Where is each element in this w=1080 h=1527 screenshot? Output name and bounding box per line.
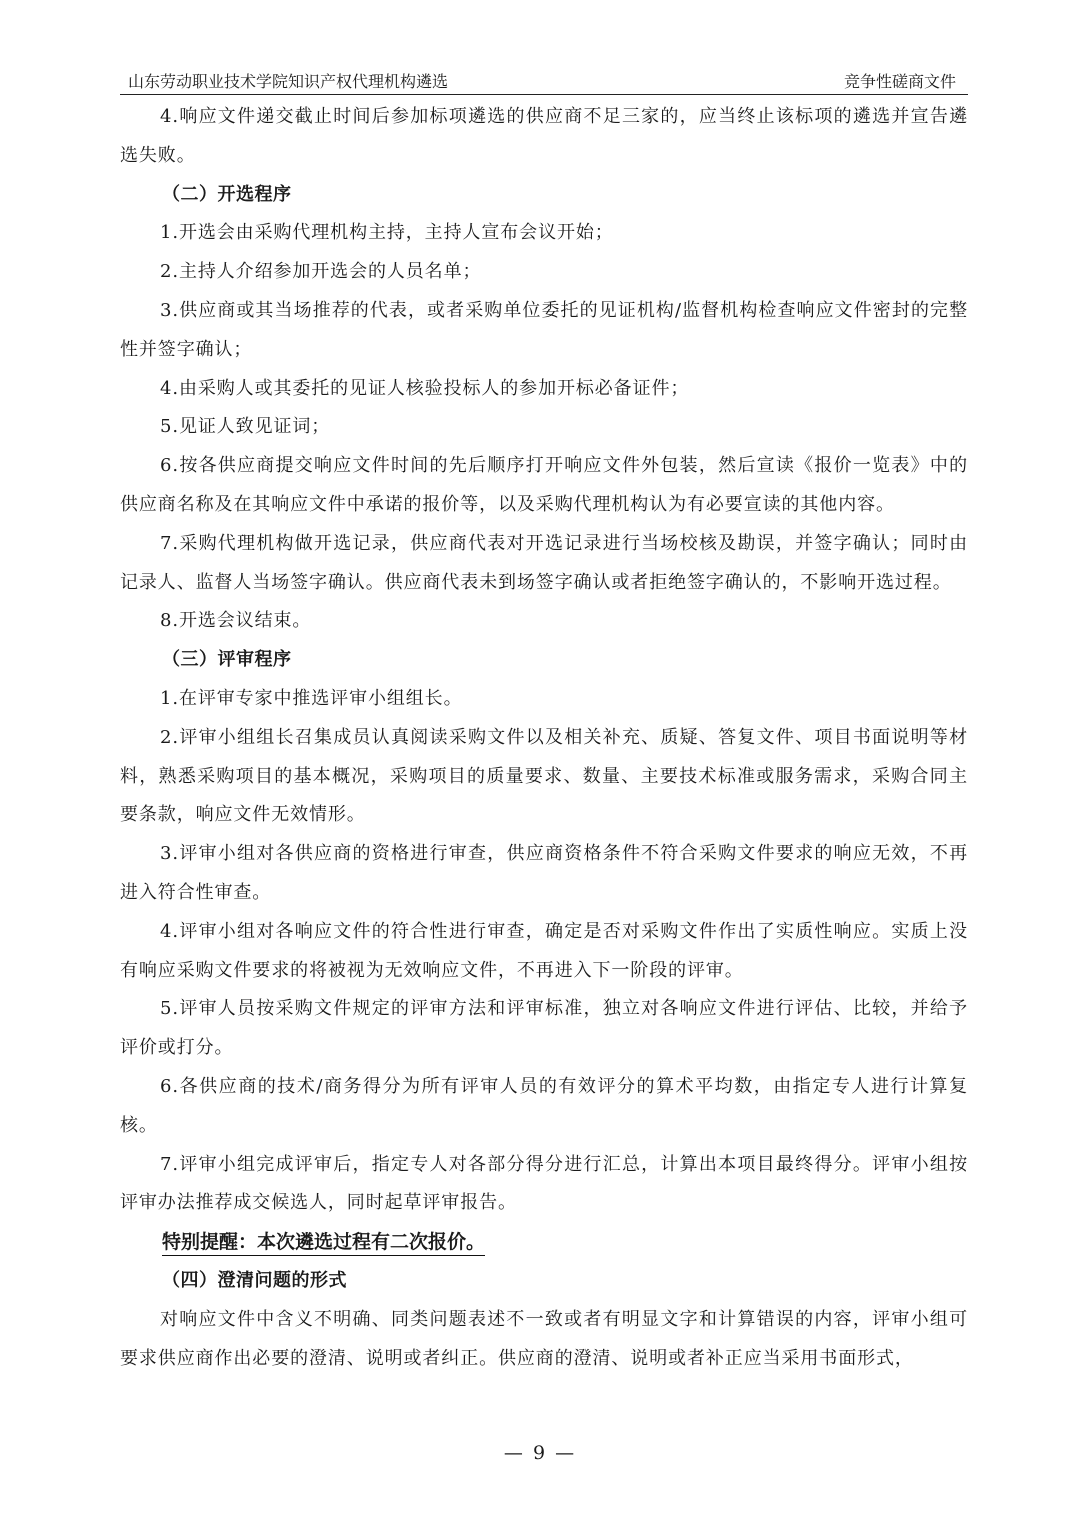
paragraph-opening-step-3: 3.供应商或其当场推荐的代表，或者采购单位委托的见证机构/监督机构检查响应文件密封的完整性并签字确认；	[120, 299, 968, 360]
paragraph-opening-step-6: 6.按各供应商提交响应文件时间的先后顺序打开响应文件外包装，然后宣读《报价一览表》中的供应商名称及在其响应文件中承诺的报价等，以及采购代理机构认为有必要宣读的其他内容。	[120, 455, 968, 515]
paragraph-bid-failure: 4.响应文件递交截止时间后参加标项遴选的供应商不足三家的，应当终止该标项的遴选并宣告遴选失败。	[120, 106, 968, 166]
special-notice-text: 特别提醒：本次遴选过程有二次报价。	[162, 1231, 485, 1256]
page-header	[120, 72, 968, 95]
header-document-type: 竞争性磋商文件	[843, 72, 956, 91]
paragraph-review-step-5: 5.评审人员按采购文件规定的评审方法和评审标准，独立对各响应文件进行评估、比较，并给予评价或打分。	[120, 998, 968, 1059]
paragraph-opening-step-2: 2.主持人介绍参加开选会的人员名单；	[160, 261, 482, 283]
paragraph-review-step-3: 3.评审小组对各供应商的资格进行审查，供应商资格条件不符合采购文件要求的响应无效，不再进入符合性审查。	[120, 843, 968, 903]
paragraph-opening-step-8: 8.开选会议结束。	[160, 610, 312, 632]
paragraph-review-step-4: 4.评审小组对各响应文件的符合性进行审查，确定是否对采购文件作出了实质性响应。实质上没有响应采购文件要求的将被视为无效响应文件，不再进入下一阶段的评审。	[120, 920, 968, 981]
paragraph-review-step-2: 2.评审小组组长召集成员认真阅读采购文件以及相关补充、质疑、答复文件、项目书面说明等材料，熟悉采购项目的基本概况，采购项目的质量要求、数量、主要技术标准或服务需求，采购合同主要条款，响应文件无效情形。	[120, 726, 968, 826]
paragraph-review-step-1: 1.在评审专家中推选评审小组组长。	[160, 687, 463, 709]
paragraph-clarification: 对响应文件中含义不明确、同类问题表述不一致或者有明显文字和计算错误的内容，评审小组可要求供应商作出必要的澄清、说明或者纠正。供应商的澄清、说明或者补正应当采用书面形式，	[120, 1308, 968, 1369]
paragraph-opening-step-7: 7.采购代理机构做开选记录，供应商代表对开选记录进行当场校核及勘误，并签字确认；同时由记录人、监督人当场签字确认。供应商代表未到场签字确认或者拒绝签字确认的，不影响开选过程。	[120, 532, 968, 593]
section-heading-clarification: （四）澄清问题的形式	[162, 1269, 347, 1291]
section-heading-opening-procedure: （二）开选程序	[162, 183, 292, 205]
paragraph-opening-step-1: 1.开选会由采购代理机构主持，主持人宣布会议开始；	[160, 222, 614, 244]
page-number: — 9 —	[503, 1442, 577, 1464]
paragraph-review-step-7: 7.评审小组完成评审后，指定专人对各部分得分进行汇总，计算出本项目最终得分。评审小组按评审办法推荐成交候选人，同时起草评审报告。	[120, 1153, 968, 1214]
header-document-title: 山东劳动职业技术学院知识产权代理机构遴选	[128, 72, 449, 91]
paragraph-opening-step-4: 4.由采购人或其委托的见证人核验投标人的参加开标必备证件；	[160, 377, 690, 399]
section-heading-review-procedure: （三）评审程序	[162, 649, 292, 671]
document-body	[120, 98, 968, 1378]
special-notice	[120, 1223, 968, 1262]
paragraph-review-step-6: 6.各供应商的技术/商务得分为所有评审人员的有效评分的算术平均数，由指定专人进行计算复核。	[120, 1075, 968, 1136]
paragraph-opening-step-5: 5.见证人致见证词；	[160, 416, 331, 438]
